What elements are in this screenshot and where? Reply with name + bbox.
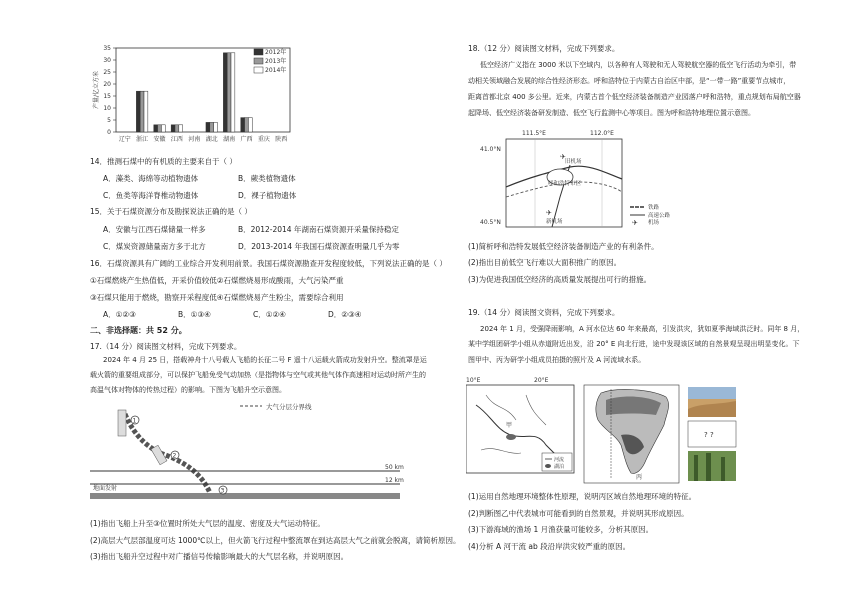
x-tick-label: 河南 bbox=[188, 136, 201, 143]
y-tick-label: 30 bbox=[103, 57, 111, 64]
right-column bbox=[430, 0, 860, 608]
q16-option-c[interactable]: C．①②④ bbox=[253, 310, 286, 319]
svg-text:1: 1 bbox=[132, 417, 137, 425]
q18-material-1: 低空经济广义指在 3000 米以下空域内，以各种有人驾驶和无人驾驶航空器的低空飞行活动为牵引，带 bbox=[480, 61, 797, 69]
svg-text:3: 3 bbox=[220, 487, 225, 495]
africa-maps-and-photos bbox=[466, 375, 761, 485]
map1-lat-40-5: 40.5°N bbox=[480, 219, 501, 226]
old-airport-icon: ✈ bbox=[560, 153, 566, 161]
map1-old-airport: 旧机场 bbox=[565, 159, 582, 165]
y-axis-label: 产量/亿立方米 bbox=[93, 70, 100, 110]
bar-安徽-2014年 bbox=[161, 125, 165, 132]
q19-part-2: (2)判断图乙中代表城市可能看到的自然景观，并说明其形成原因。 bbox=[468, 509, 689, 518]
q18-material-2: 动相关领域融合发展的综合性经济形态。呼和浩特位于内蒙古自治区中部，是“一带一路”重要节点城市， bbox=[468, 77, 791, 85]
x-tick-label: 湖南 bbox=[223, 136, 236, 143]
map1-lon-112: 112.0°E bbox=[590, 130, 614, 137]
legend-label: 2013年 bbox=[265, 58, 287, 65]
map2-legend-river: 河流 bbox=[554, 457, 565, 463]
q17-material-1: 2024 年 4 月 25 日，搭载神舟十八号载人飞船的长征二号 F 遥十八运载火箭成功发射升空。整流罩是运 bbox=[103, 356, 427, 364]
q16-statement-2: ③石煤只能用于燃烧，勘察开采程度低④石煤燃烧易产生粉尘，需要综合利用 bbox=[90, 293, 344, 302]
x-tick-label: 安徽 bbox=[153, 136, 166, 143]
bar-湖北-2013年 bbox=[210, 122, 214, 132]
bar-浙江-2013年 bbox=[140, 91, 144, 132]
q19-material-1: 2024 年 1 月，受强降雨影响，A 河水位达 60 年来最高，引发洪灾，犹如夏季海域洪泛时。同年 8 月， bbox=[480, 325, 805, 333]
y-tick-label: 0 bbox=[107, 129, 111, 136]
y-tick-label: 10 bbox=[103, 105, 111, 112]
q19-material-2: 某中学组团研学小组从赤道附近出发，沿 20° E 向北行进，途中发现该区域的自然景观呈现出明显变化。下 bbox=[468, 340, 800, 348]
y-tick-label: 20 bbox=[103, 81, 111, 88]
question-15: 15．关于石煤资源分布及勘探说法正确的是（ ） bbox=[90, 207, 252, 216]
bar-湖南-2012年 bbox=[223, 53, 227, 132]
bar-浙江-2012年 bbox=[136, 91, 140, 132]
stone-coal-bar-chart bbox=[90, 42, 300, 152]
x-tick-label: 辽宁 bbox=[118, 136, 131, 143]
q17-material-2: 载火箭的重要组成部分，可以保护飞船免受气动加热（是指物体与空气或其他气体作高速相对运动时所产生的 bbox=[90, 371, 426, 379]
x-tick-label: 广西 bbox=[240, 136, 253, 143]
question-14: 14．推测石煤中的有机质的主要来自于（ ） bbox=[90, 157, 237, 166]
legend-swatch bbox=[254, 67, 263, 73]
bar-浙江-2014年 bbox=[144, 91, 148, 132]
q19-part-1: (1)运用自然地理环境整体性原理，说明丙区域自然地理环境的特征。 bbox=[468, 492, 697, 501]
svg-text:2: 2 bbox=[172, 452, 177, 460]
legend-swatch bbox=[254, 58, 263, 64]
map1-lat-41: 41.0°N bbox=[480, 146, 501, 153]
q15-option-a[interactable]: A．安徽与江西石煤储量一样多 bbox=[103, 225, 206, 234]
q15-option-c[interactable]: C．煤炭资源储量南方多于北方 bbox=[103, 242, 206, 251]
x-tick-label: 浙江 bbox=[136, 136, 149, 143]
q17-part-1: (1)指出飞船上升至③位置时所处大气层的温度、密度及大气运动特征。 bbox=[90, 519, 325, 528]
y-tick-label: 25 bbox=[103, 69, 111, 76]
q14-option-c[interactable]: C．鱼类等海洋脊椎动物遗体 bbox=[103, 191, 199, 200]
q17-part-3: (3)指出飞船升空过程中对广播信号传输影响最大的大气层名称，并说明原因。 bbox=[90, 552, 349, 561]
bar-江西-2014年 bbox=[179, 125, 183, 132]
bar-广西-2014年 bbox=[248, 118, 252, 132]
q15-option-b[interactable]: B．2012-2014 年湖南石煤资源开采量保持稳定 bbox=[238, 225, 399, 234]
x-tick-label: 重庆 bbox=[257, 136, 270, 143]
question-19-title: 19.（14 分）阅读图文资料，完成下列要求。 bbox=[468, 308, 620, 317]
q14-option-d[interactable]: D．裸子植物遗体 bbox=[238, 191, 297, 200]
legend-layer-boundary: 大气分层分界线 bbox=[266, 403, 312, 411]
q19-part-3: (3)下游海域的渔场 1 月渔获量可能较多，分析其原因。 bbox=[468, 525, 654, 534]
map2-lon-20: 20°E bbox=[534, 377, 549, 384]
question-17-title: 17.（14 分）阅读图文材料，完成下列要求。 bbox=[90, 342, 242, 351]
y-tick-label: 5 bbox=[107, 117, 111, 124]
altitude-50km: 50 km bbox=[385, 464, 404, 471]
legend-swatch bbox=[254, 49, 263, 55]
bar-安徽-2013年 bbox=[158, 125, 162, 132]
map1-lon-111-5: 111.5°E bbox=[522, 130, 546, 137]
question-18-title: 18.（12 分）阅读图文材料，完成下列要求。 bbox=[468, 44, 620, 53]
bar-安徽-2012年 bbox=[154, 125, 158, 132]
map2-label-bing: 丙 bbox=[636, 474, 643, 481]
map2-lon-10: 10°E bbox=[466, 377, 481, 384]
map1-legend-airport: 机场 bbox=[648, 220, 660, 226]
q16-statement-1: ①石煤燃烧产生热值低，开采价值较低②石煤燃烧易形成酸雨，大气污染严重 bbox=[90, 276, 344, 285]
q18-part-2: (2)指出目前低空飞行难以大面积推广的原因。 bbox=[468, 258, 622, 267]
map1-city: 呼和浩特市区 bbox=[548, 181, 582, 187]
legend-label: 2014年 bbox=[265, 67, 287, 74]
y-tick-label: 15 bbox=[103, 93, 111, 100]
q17-material-3: 高温气体对物体的传热过程）的影响。下图为飞船升空示意图。 bbox=[90, 386, 286, 394]
legend-airport-icon: ✈ bbox=[632, 219, 638, 227]
bar-江西-2013年 bbox=[175, 125, 179, 132]
bar-湖南-2014年 bbox=[231, 53, 235, 132]
ground-label: 地面发射 bbox=[93, 485, 118, 492]
altitude-12km: 12 km bbox=[385, 477, 404, 484]
q19-material-3: 图甲中、丙为研学小组成员拍摄的照片及 A 河流域水系。 bbox=[468, 356, 646, 364]
x-tick-label: 湖北 bbox=[205, 136, 218, 143]
bar-广西-2012年 bbox=[241, 118, 245, 132]
q17-part-2: (2)高层大气层部温度可达 1000℃以上，但火箭飞行过程中整流罩在到达高层大气之前就会脱离，请简析原因。 bbox=[90, 536, 461, 545]
bar-广西-2013年 bbox=[245, 118, 249, 132]
q15-option-d[interactable]: D．2013-2014 年我国石煤资源查明量几乎为零 bbox=[238, 242, 400, 251]
rocket-ascent-diagram bbox=[90, 398, 420, 503]
photo-placeholder: ? ? bbox=[704, 431, 714, 439]
q18-material-4: 起降场、低空经济装备研发制造、低空飞行监测中心等项目。图为呼和浩特地理位置示意图。 bbox=[468, 109, 755, 117]
x-tick-label: 江西 bbox=[170, 136, 183, 143]
map2-legend-lake: 湖泊 bbox=[554, 464, 565, 470]
legend-label: 2012年 bbox=[265, 49, 287, 56]
section-title: 二、非选择题：共 52 分。 bbox=[90, 326, 187, 335]
q14-option-a[interactable]: A．藻类、海绵等动植物遗体 bbox=[103, 174, 199, 183]
q16-option-b[interactable]: B．①③④ bbox=[178, 310, 211, 319]
hohhot-location-map bbox=[480, 127, 690, 232]
bar-湖北-2014年 bbox=[214, 122, 218, 132]
bar-江西-2012年 bbox=[171, 125, 175, 132]
q16-option-a[interactable]: A．①②③ bbox=[103, 310, 136, 319]
q19-part-4: (4)分析 A 河干流 ab 段沿岸洪灾较严重的原因。 bbox=[468, 542, 631, 551]
map1-legend-railway: 铁路 bbox=[648, 205, 660, 211]
y-tick-label: 35 bbox=[103, 45, 111, 52]
map2-label-jia: 甲 bbox=[506, 422, 513, 429]
q18-part-3: (3)为促进我国低空经济的高质量发展提出可行的措施。 bbox=[468, 275, 652, 284]
q16-option-d[interactable]: D．②③④ bbox=[328, 310, 362, 319]
x-tick-label: 陕西 bbox=[275, 136, 288, 143]
q18-part-1: (1)简析呼和浩特发展低空经济装备制造产业的有利条件。 bbox=[468, 242, 659, 251]
q14-option-b[interactable]: B．蕨类植物遗体 bbox=[238, 174, 296, 183]
new-airport-icon: ✈ bbox=[546, 209, 552, 217]
map1-legend-highway: 高速公路 bbox=[648, 213, 671, 219]
bar-湖南-2013年 bbox=[227, 53, 231, 132]
map1-new-airport: 新机场 bbox=[546, 219, 563, 225]
question-16: 16．石煤资源具有广阔的工业综合开发利用前景。我国石煤资源勘查开发程度较低，下列说法正确的是（ ） bbox=[90, 259, 447, 268]
q18-material-3: 距离首都北京 400 多公里。近来，内蒙古首个低空经济装备制造产业园落户呼和浩特，重点规划布局航空器 bbox=[468, 93, 801, 101]
bar-湖北-2012年 bbox=[206, 122, 210, 132]
